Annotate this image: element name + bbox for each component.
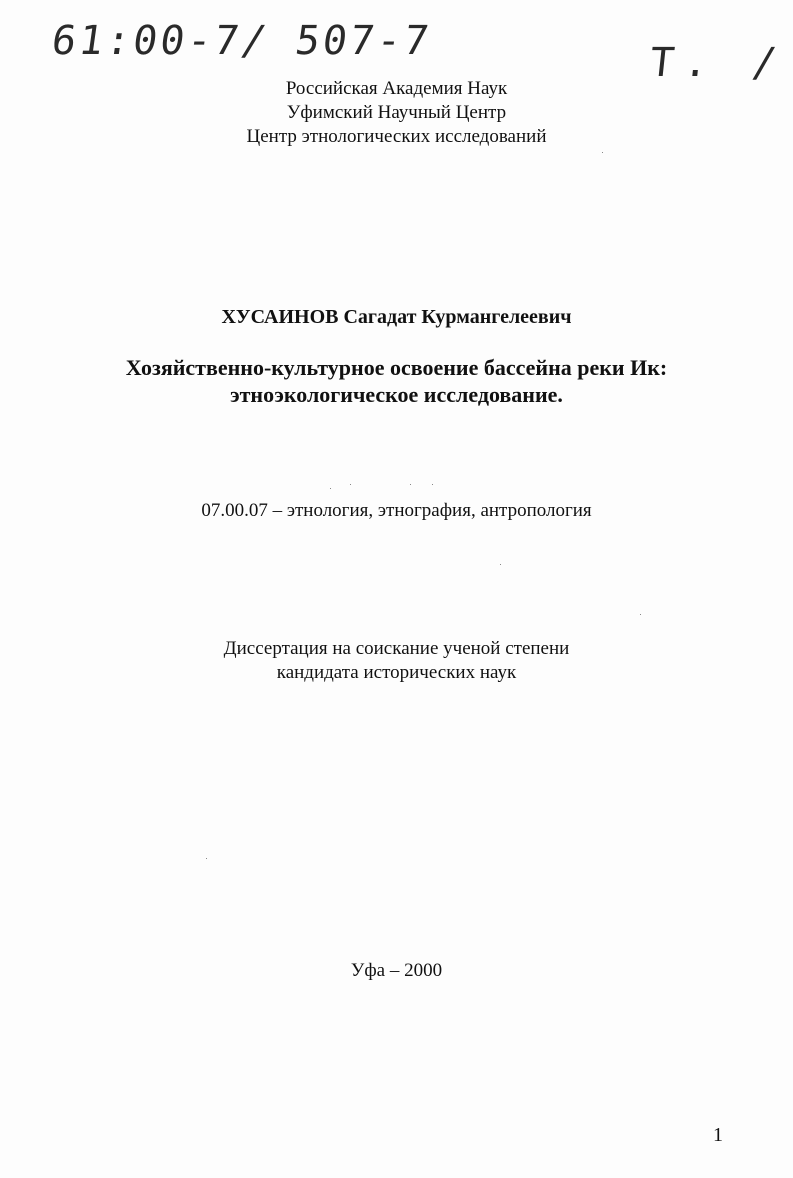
scan-speck: [206, 858, 207, 859]
scan-speck: [640, 614, 641, 615]
scan-speck: [330, 488, 331, 489]
author-name: ХУСАИНОВ Сагадат Курмангелеевич: [221, 306, 572, 328]
scan-speck: [500, 564, 501, 565]
scan-speck: [432, 484, 433, 485]
handwritten-volume-mark: T. /: [647, 40, 789, 86]
degree-line-2: кандидата исторических наук: [276, 662, 517, 683]
thesis-title-line-2: этноэкологическое исследование.: [230, 382, 563, 407]
scan-speck: [602, 152, 603, 153]
specialty-code: 07.00.07 – этнология, этнография, антропология: [201, 500, 592, 521]
place-and-year: Уфа – 2000: [350, 960, 443, 981]
header-science-center: Уфимский Научный Центр: [286, 102, 507, 123]
thesis-title-line-1: Хозяйственно-культурное освоение бассейна реки Ик:: [125, 355, 668, 380]
handwritten-archive-number: 61:00-7/ 507-7: [48, 18, 435, 64]
degree-line-1: Диссертация на соискание ученой степени: [223, 638, 570, 659]
page-number: 1: [713, 1124, 723, 1146]
scan-speck: [410, 484, 411, 485]
header-academy: Российская Академия Наук: [285, 78, 508, 99]
scan-speck: [350, 484, 351, 485]
header-ethnology-center: Центр этнологических исследований: [246, 126, 547, 147]
